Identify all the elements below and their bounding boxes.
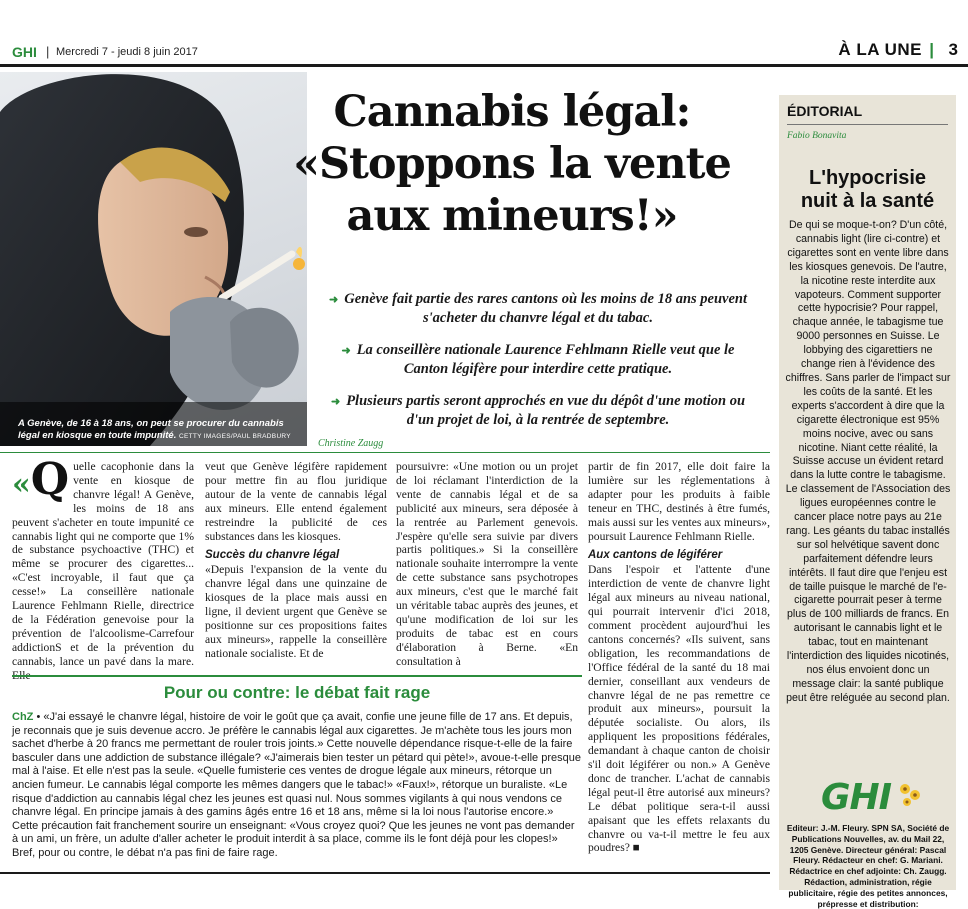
key-point: ➜ Genève fait partie des rares cantons où les moins de 18 ans peuvent s'acheter du chanvre légal et du tabac. [329, 291, 747, 326]
subheading: Succès du chanvre légal [205, 549, 340, 562]
box-body: ChZ • «J'ai essayé le chanvre légal, histoire de voir le goût que ça avait, confie une jeune fille de 17 ans. Et depuis, je reconnais que je suis devenue accro. Je préfère le cannabis légal aux cigarettes. Je m'achète tous les jours mon sachet d'herbe à 20 francs me permettant de rouler trois joints.» Cette nouvelle dépendance risque-t-elle de la faire basculer dans une addiction de substance illégale? «J'aimerais bien tester un pétard qui pète!», avoue-t-elle presque mal à l'aise. Et elle n'est pas la seule. «Quelle fumisterie ces ventes de drogue légale aux mineurs, rétorque un ancien fumeur. Le cannabis légal comporte les mêmes dangers que le tabac!» «Faux!», rétorque un buraliste. «Le risque d'addiction au cannabis légal chez les jeunes est quasi nul. Nous sommes vigilants à qui nous vendons ce chanvre légal. En principe jamais à des gamins âgés entre 16 et 18 ans, même si la loi nous l'autorise encore.» Cette précaution fait franchement sourire un enseignant: «Vous croyez quoi? Que les jeunes ne vont pas demander à un ami, un frère, un adulte d'aller acheter le produit interdit à sa place, comme ils le font déjà pour les clopes!» Bref, pour ou contre, le débat n'a pas fini de faire rage. [12, 711, 581, 859]
editorial-label: ÉDITORIAL [787, 103, 863, 119]
article-column-4 [588, 460, 770, 860]
box-title: Pour ou contre: le débat fait rage [163, 683, 431, 702]
photo-credit: CETTY IMAGES/PAUL BRADBURY [179, 433, 291, 440]
section-separator: | [929, 40, 934, 59]
headline-line-3: aux mineurs!» [346, 191, 678, 241]
caption-text: A Genève, de 16 à 18 ans, on peut se procurer du cannabis légal en kiosque en toute impunité. [18, 418, 284, 441]
editorial-author: Fabio Bonavita [787, 131, 847, 141]
issue-date: Mercredi 7 - jeudi 8 juin 2017 [56, 46, 198, 58]
arrow-icon: ➜ [329, 294, 339, 306]
lead-photo [0, 72, 307, 446]
subheading: Aux cantons de légiférer [588, 549, 723, 562]
smoking-teen-illustration [0, 72, 307, 446]
page-header [0, 0, 968, 72]
imprint: Editeur: J.-M. Fleury. SPN SA, Société de Publications Nouvelles, av. du Mail 22, 1205 Genève. Directeur général: Pascal Fleury. Rédacteur en chef: G. Mariani. Rédactrice en chef adjointe: Ch. Zaugg. Rédaction, administration, régie publicitaire, régie des petites annonces, prépresse et distribution: [786, 823, 950, 909]
main-headline [292, 86, 732, 242]
box-author: ChZ [12, 711, 34, 723]
ghi-logo-text: GHI [821, 777, 892, 818]
byline-rule [0, 452, 770, 453]
article-byline: Christine Zaugg [318, 438, 384, 449]
paragraph: partir de fin 2017, elle doit faire la lumière sur les réglementations à adapter pour les produits à faible teneur en THC, destinés à être fumés, mais aussi sur les ventes aux mineurs», poursuit Laurence Fehlmann Rielle. [588, 460, 770, 543]
paragraph: veut que Genève légifère rapidement pour mettre fin au flou juridique autour de la vente de cannabis légal aux mineurs. Elle entend également restreindre la publicité de ces substances dans les kiosques. [205, 460, 387, 543]
key-points [318, 290, 758, 443]
article-column-1: «Q uelle cacophonie dans la vente en kiosque de chanvre légal! A Genève, les moins de 18 ans peuvent s'acheter en toute impunité ce cannabis light qui ne comporte que 1% de substance psychoactive (THC) et même se procurer des cigarettes... «C'est incroyable, il faut que ça cesse!» La conseillère nationale Laurence Fehlmann Rielle, directrice de la Fédération genevoise pour la prévention de l'alcoolisme-Carrefour addictionS et de la prévention du cannabis, lance un pavé dans la mare. [12, 454, 194, 668]
key-point: ➜ La conseillère nationale Laurence Fehlmann Rielle veut que le Canton légifère pour interdire cette pratique. [341, 342, 735, 377]
paragraph: poursuivre: «Une motion ou un projet de loi réclamant l'interdiction de la vente de cannabis légal et de sa publicité aux mineurs, sera déposée à la rentrée au Parlement genevois. J'espère qu'elle sera suivie par divers partis politiques.» Si la conseillère nationale souhaite interrompre la vente de cette substance sans psychotropes aux mineurs, c'est que le marché fait un véritable tabac auprès des jeunes, et qu'une modification de loi sur les produits de tabac est en cours d'élaboration à Berne. «En consultation à [396, 460, 578, 668]
box-rule [12, 675, 582, 677]
article-column-2 [205, 460, 387, 672]
editorial-title: L'hypocrisie nuit à la santé [800, 167, 935, 212]
headline-line-2: «Stoppons la vente [293, 139, 731, 189]
arrow-icon: ➜ [341, 345, 351, 357]
drop-cap: «Q [12, 454, 70, 505]
paragraph: «Depuis l'expansion de la vente du chanvre légal dans une quinzaine de kiosques de la place mais aussi en ligne, il devient urgent que Genève se positionne sur ces propositions faites aux mineurs», rappelle la conseillère nationale socialiste. Et de [205, 563, 387, 660]
paragraph: Dans l'espoir et l'attente d'une interdiction de vente de chanvre light légal aux mineurs au niveau national, qui pourrait intervenir d'ici 2018, comment procèdent aujourd'hui les cantons concernés? «Ils suivent, sans obligation, les recommandations de l'Office fédéral de la santé du 18 mai dernier, conseillant aux vendeurs de chanvre légal de ne pas remettre ce produit aux mineurs», poursuit la députée socialiste. Ou alors, ils appliquent les propositions fédérales, demandant à chaque canton de choisir s'il doit légiférer ou non.» A Genève donc de trancher. L'achat de cannabis légal peut-il être autorisé aux mineurs? Le débat politique sera-t-il aussi apaisant que les effets relaxants du chanvre ou va-t-il mettre le feu aux poudres? ■ [588, 563, 770, 855]
pour-contre-box [12, 675, 582, 870]
editorial-text: De qui se moque-t-on? D'un côté, cannabis light (lire ci-contre) et cigarettes sont en vente libre dans les kiosques genevois. De l'autre, la nicotine reste interdite aux vapoteurs. Comment supporter cette hypocrisie? Pour rappel, chaque année, le tabagisme tue 9000 personnes en Suisse. Le lobbying des cigarettiers ne change rien à l'évidence des chiffres. Sans parler de l'impact sur les coûts de la santé. Et les experts s'accordent à dire que la cigarette électronique est 95% moins nocive, avec ou sans nicotine. Niant cette réalité, la Suisse accuse un évident retard dans la lutte contre le tabagisme. Le classement de l'Association des ligues européennes contre le cancer place notre pays au 21e rang. Les géants du tabac installés sur sol helvétique savent donc parfaitement défendre leurs intérêts. Il faut dire que l'enjeu est de taille puisque le marché de l'e-cigarette pourrait peser à terme plus de 100 milliards de francs. En autorisant le cannabis light et le tabac, tout en maintenant l'interdiction des liquides nicotinés, nos élus envoient donc un message clair: la santé publique peut être reléguée au second plan. [785, 219, 951, 704]
brand-logo: GHI [12, 44, 37, 60]
flower-icon [897, 781, 923, 811]
ghi-logo [779, 775, 956, 825]
bottom-rule [0, 872, 770, 874]
page-number: 3 [948, 40, 958, 59]
photo-caption [18, 418, 298, 443]
editorial-sidebar [779, 95, 956, 909]
editorial-rule [787, 124, 948, 125]
header-rule [0, 64, 968, 67]
header-separator: | [46, 44, 50, 59]
headline-line-1: Cannabis légal: [333, 87, 691, 137]
article-column-3 [396, 460, 578, 682]
paragraph: Cette précaution fait franchement sourire un enseignant: «Vous croyez quoi? Que les jeunes ne vont pas demander à un ami, un frère, un adulte d'aller acheter le produit interdit à sa place, comme ils le font déjà pour les clopes!» Bref, pour ou contre, le débat n'a pas fini de faire rage. [12, 819, 575, 859]
open-quote-icon: « [12, 467, 31, 502]
section-title: À LA UNE [838, 40, 922, 59]
arrow-icon: ➜ [330, 396, 341, 408]
key-point: ➜ Plusieurs partis seront approchés en vue du dépôt d'une motion ou d'un projet de loi, à la rentrée de septembre. [330, 393, 746, 428]
